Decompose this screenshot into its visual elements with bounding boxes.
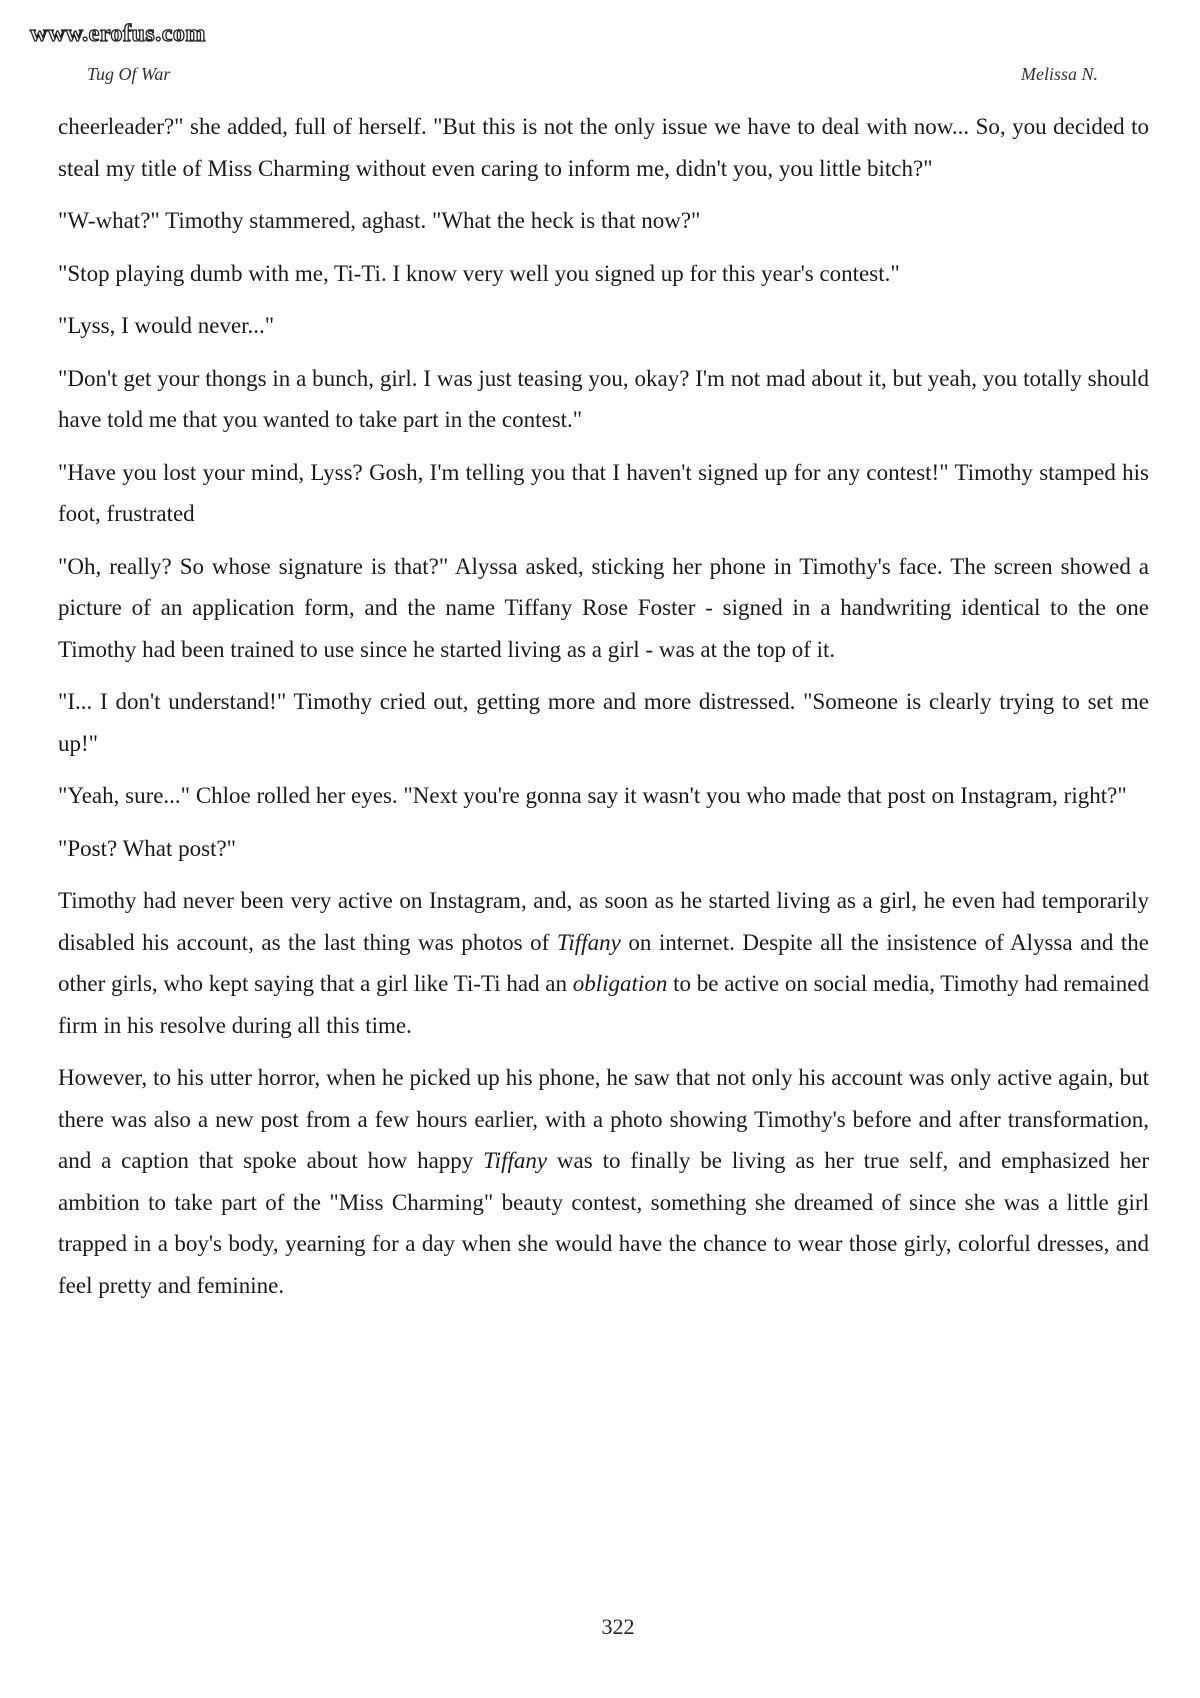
paragraph [58, 1057, 1149, 1306]
text-run: However, to his utter horror, when he picked up his phone, he saw that not only his account was only active again, but there was also a new post from a few hours earlier, with a photo showing Timothy's before and after transformation, and a caption that spoke about how happy [58, 1065, 1149, 1173]
body-text [58, 106, 1149, 1317]
paragraph: "Have you lost your mind, Lyss? Gosh, I'm telling you that I haven't signed up for any contest!" Timothy stamped his foot, frustrated [58, 459, 1149, 526]
paragraph: "Oh, really? So whose signature is that?" Alyssa asked, sticking her phone in Timothy's face. The screen showed a picture of an application form, and the name Tiffany Rose Foster - signed in a handwriting identical to the one Timothy had been trained to use since he started living as a girl - was at the top of it. [58, 553, 1149, 662]
paragraph: "Stop playing dumb with me, Ti-Ti. I know very well you signed up for this year's contest." [58, 260, 900, 286]
paragraph: "Post? What post?" [58, 835, 237, 861]
book-title: Tug Of War [87, 64, 171, 84]
paragraph: "Yeah, sure..." Chloe rolled her eyes. "Next you're gonna say it wasn't you who made that post on Instagram, right?" [58, 783, 1127, 808]
italic-name-tiffany: Tiffany [556, 929, 621, 955]
paragraph: "Don't get your thongs in a bunch, girl. I was just teasing you, okay? I'm not mad about it, but yeah, you totally should have told me that you wanted to take part in the contest." [58, 365, 1149, 432]
paragraph [58, 880, 1149, 1046]
paragraph: "I... I don't understand!" Timothy cried out, getting more and more distressed. "Someone is clearly trying to set me up!" [58, 689, 1149, 756]
watermark-text: www.erofus.com [30, 21, 206, 47]
text-run: was to finally be living as her true self, and emphasized her ambition to take part of the "Miss Charming" beauty contest, something she dreamed of since she was a little girl trapped in a boy's body, yearning for a day when she would have the chance to wear those girly, colorful dresses, and feel pretty and feminine. [58, 1148, 1149, 1298]
italic-word-obligation: obligation [572, 971, 668, 996]
author-name: Melissa N. [1020, 64, 1098, 84]
page-number: 322 [601, 1614, 635, 1639]
italic-name-tiffany: Tiffany [483, 1148, 548, 1173]
paragraph: "Lyss, I would never..." [58, 313, 275, 338]
paragraph: "W-what?" Timothy stammered, aghast. "What the heck is that now?" [58, 208, 701, 233]
text-run: Timothy had never been very active on Instagram, and, as soon as he started living as a girl, he even had temporarily disabled his account, as the last thing was photos of [58, 888, 1149, 955]
paragraph: cheerleader?" she added, full of herself. "But this is not the only issue we have to deal with now... So, you decided to steal my title of Miss Charming without even caring to inform me, didn't you, you little bitch?" [58, 114, 1149, 181]
text-run: to be active on social media, Timothy had remained firm in his resolve during all this time. [58, 971, 1149, 1038]
running-header [87, 64, 1098, 90]
text-run: on internet. Despite all the insistence of Alyssa and the other girls, who kept saying that a girl like Ti-Ti had an [58, 929, 1149, 996]
